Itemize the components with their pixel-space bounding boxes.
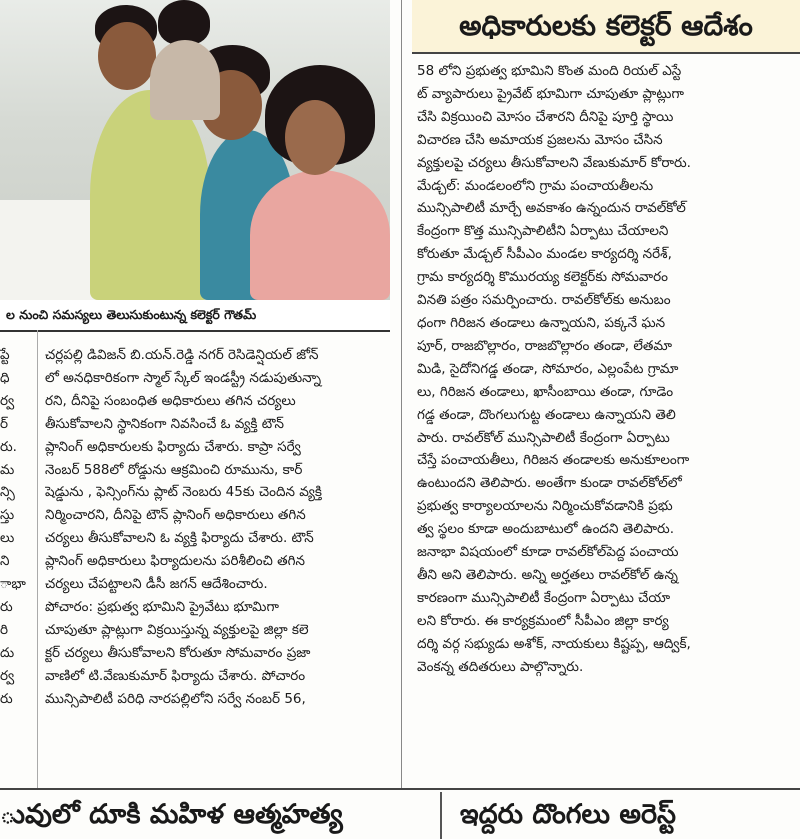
bottom-rule	[0, 788, 800, 790]
right-story-line: 58 లోని ప్రభుత్వ భూమిని కొంత మంది రియల్ ఎస్టే	[417, 63, 682, 79]
right-story-line: వినతి పత్రం సమర్పించారు. రావల్‌కోల్‌కు అనుబం	[417, 292, 671, 309]
photo-person-3	[250, 170, 390, 300]
left-fragment-line: లు	[0, 530, 15, 547]
photo-person-1-head	[98, 22, 156, 90]
middle-story-line: చర్యలు చేపట్టాలని డీసీ జగన్ ఆదేశించారు.	[45, 576, 268, 593]
photo-person-4	[150, 40, 220, 120]
bottom-divider	[440, 792, 442, 839]
left-fragment-line: రు	[0, 598, 13, 615]
middle-story-line: చూపుతూ ప్లాట్లుగా విక్రయిస్తున్న వ్యక్తులపై జిల్లా కలె	[45, 621, 309, 638]
bottom-left-headline-box	[0, 792, 430, 839]
photo-person-3-head	[285, 100, 345, 175]
news-photo	[0, 0, 390, 300]
column-divider-left	[37, 330, 38, 790]
right-story-line: దర్శి వర్గ సభ్యుడు అశోక్, నాయకులు కిష్టప్ప, ఆద్విక్,	[417, 635, 691, 652]
left-fragment-line: ర్వ	[0, 667, 15, 684]
left-fragment-line: ాభా	[0, 576, 26, 593]
right-story-line: మున్సిపాలిటీ మార్చే అవకాశం ఉన్నందున రావల్‌కోల్	[417, 200, 686, 217]
left-fragment-line: రి	[0, 621, 9, 638]
right-story-line: తీని అని తెలిపారు. అన్ని అర్హతలు రావల్‌కోల్ ఉన్న	[417, 566, 678, 583]
right-story-body	[417, 60, 795, 678]
middle-story-line: ప్లానింగ్ అధికారులకు ఫిర్యాదు చేశారు. కాప్రా సర్వే	[45, 438, 301, 455]
right-story-line: ధంగా గిరిజన తండాలు ఉన్నాయని, పక్కనే ఘన	[417, 314, 666, 331]
middle-story-body	[45, 344, 395, 711]
middle-story-line: మున్సిపాలిటీ పరిధి నారపల్లిలోని సర్వే నంబర్ 56,	[45, 690, 306, 707]
bottom-right-headline: ఇద్దరు దొంగలు అరెస్ట్	[460, 799, 676, 830]
right-story-line: మేడ్చల్: మండలంలోని గ్రామ పంచాయతీలను	[417, 177, 654, 194]
left-column-fragments	[0, 344, 34, 711]
middle-story-line: చర్లపల్లి డివిజన్ బి.యన్.రెడ్డి నగర్ రెసిడెన్షియల్ జోన్	[45, 347, 319, 363]
right-story-line: త్వ స్థలం కూడా అందుబాటులో ఉందని తెలిపారు.	[417, 521, 675, 538]
middle-story-line: తీసుకోవాలని స్థానికంగా నివసించే ఓ వ్యక్తి టౌన్	[45, 415, 284, 432]
middle-story-line: రని, దీనిపై సంబంధిత అధికారులు తగిన చర్యలు	[45, 392, 296, 409]
right-story-line: చేస్తే పంచాయతీలు, గిరిజన తండాలకు అనుకూలంగా	[417, 452, 690, 469]
column-divider	[401, 0, 402, 790]
right-story-line: ఉంటుందని తెలిపారు. అంతేగా కుండా రావల్‌కోల్‌లో	[417, 475, 682, 492]
right-story-line: లు, గిరిజన తండాలు, ఖాసీంబాయి తండా, గూడెం	[417, 383, 674, 400]
left-fragment-line: రు.	[0, 438, 17, 455]
left-fragment-line: ర్వ	[0, 392, 15, 409]
left-fragment-line: రు	[0, 690, 13, 707]
right-story-line: కారణంగా మున్సిపాలిటీ కేంద్రంగా ఏర్పాటు చేయా	[417, 589, 671, 606]
bottom-right-headline-box	[452, 792, 800, 839]
middle-story-line: క్టర్ చర్యలు తీసుకోవాలని కోరుతూ సోమవారం ప్రజా	[45, 644, 311, 661]
right-story-line: వెంకన్న తదితరులు పాల్గొన్నారు.	[417, 658, 584, 675]
photo-person-1	[90, 90, 210, 300]
right-story-line: ట్ వ్యాపారులు ప్రైవేట్ భూమిగా చూపుతూ ప్లాట్లుగా	[417, 85, 684, 102]
middle-story-line: షెడ్డును , ఫెన్సింగ్‌ను ప్లాట్ నెంబరు 45కు చెందిన వ్యక్తి	[45, 484, 322, 501]
right-story-line: విచారణ చేసి అమాయక ప్రజలను మోసం చేసిన	[417, 131, 663, 148]
middle-story-line: పోచారం: ప్రభుత్వ భూమిని ప్రైవేటు భూమిగా	[45, 598, 279, 615]
right-story-headline-box	[412, 0, 800, 54]
bottom-left-headline: ువులో దూకి మహిళ ఆత్మహత్య	[0, 799, 343, 830]
right-story-line: లని కోరారు. ఈ కార్యక్రమంలో సీపీఎం జిల్లా కార్య	[417, 612, 669, 629]
right-story-line: మిడి, సైదోనిగడ్డ తండా, సోమారం, ఎల్లంపేట గ్రామా	[417, 360, 679, 377]
middle-story-line: ప్లానింగ్ అధికారులు ఫిర్యాదులను పరిశీలించి తగిన	[45, 553, 306, 570]
right-story-line: గ్రామ కార్యదర్శి కొమురయ్య కలెక్టర్‌కు సోమవారం	[417, 269, 668, 286]
right-story-line: జనాభా విషయంలో కూడా రావల్‌కోల్‌పెద్ద పంచాయ	[417, 544, 679, 561]
photo-person-4-hair	[158, 0, 210, 45]
middle-story-line: లో అనధికారికంగా స్మాల్ స్కేల్ ఇండస్ట్రీ నడుపుతున్నా	[45, 369, 322, 386]
middle-story-line: వాణిలో టి.వేణుకుమార్ ఫిర్యాదు చేశారు. పోచారం	[45, 667, 306, 684]
photo-caption: ల నుంచి సమస్యలు తెలుసుకుంటున్న కలెక్టర్ గౌతమ్	[0, 300, 390, 332]
right-story-line: పూర్, రాజబొల్లారం, రాజబొల్లారం తండా, లేతమా	[417, 337, 673, 354]
left-fragment-line: ని	[0, 553, 10, 570]
right-story-line: పారు. రావల్‌కోల్ మున్సిపాలిటీ కేంద్రంగా ఏర్పాటు	[417, 429, 670, 446]
right-story-headline: అధికారులకు కలెక్టర్ ఆదేశం	[459, 9, 753, 42]
left-fragment-line: ర్	[0, 415, 9, 432]
middle-story-line: చర్యలు తీసుకోవాలని ఓ వ్యక్తి ఫిర్యాదు చేశారు. టౌన్	[45, 530, 314, 547]
left-fragment-line: స్తు	[0, 507, 15, 524]
left-fragment-line: దు	[0, 644, 15, 661]
right-story-line: చేసి విక్రయించి మోసం చేశారని దీనిపై పూర్తి స్థాయి	[417, 108, 674, 125]
middle-story-line: నెంబర్ 588లో రోడ్డును ఆక్రమించి రూమును, కార్	[45, 461, 303, 478]
right-story-line: కోరుతూ మేడ్చల్ సీపీఎం మండల కార్యదర్శి నరేశ్,	[417, 246, 672, 263]
left-fragment-line: ధి	[0, 369, 10, 386]
middle-story-line: నిర్మించారని, దీనిపై టౌన్ ప్లానింగ్ అధికారులు తగిన	[45, 507, 306, 524]
left-fragment-line: ప్టే	[0, 347, 10, 363]
left-fragment-line: న్సి	[0, 484, 15, 501]
right-story-line: గడ్డ తండా, దొంగలుగుట్ట తండాలు ఉన్నాయని తెలి	[417, 406, 676, 423]
right-story-line: కేంద్రంగా కొత్త మున్సిపాలిటీని ఏర్పాటు చేయాలని	[417, 223, 669, 240]
right-story-line: వ్యక్తులపై చర్యలు తీసుకోవాలని వేణుకుమార్ కోరారు.	[417, 154, 691, 171]
left-fragment-line: మ	[0, 461, 15, 478]
right-story-line: ప్రభుత్వ కార్యాలయాలను నిర్మించుకోవడానికి ప్రభు	[417, 498, 673, 515]
